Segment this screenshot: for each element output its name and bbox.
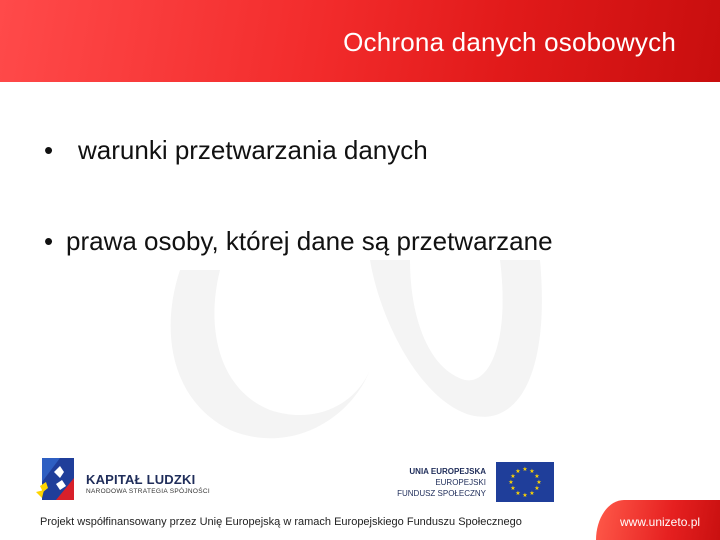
eu-flag-icon bbox=[496, 462, 554, 502]
bullet-item bbox=[44, 135, 428, 166]
kapital-ludzki-logo-icon bbox=[34, 452, 82, 504]
svg-text:★: ★ bbox=[529, 468, 535, 475]
svg-text:★: ★ bbox=[534, 473, 540, 480]
eu-label-line1: UNIA EUROPEJSKA bbox=[409, 467, 486, 476]
bullet-marker: • bbox=[44, 226, 54, 256]
eu-label-line3: FUNDUSZ SPOŁECZNY bbox=[397, 489, 486, 498]
svg-text:★: ★ bbox=[510, 473, 516, 480]
bullet-text: warunki przetwarzania danych bbox=[78, 135, 428, 165]
kapital-ludzki-subtitle: NARODOWA STRATEGIA SPÓJNOŚCI bbox=[86, 488, 210, 495]
kapital-ludzki-title: KAPITAŁ LUDZKI bbox=[86, 472, 196, 487]
slide-title: Ochrona danych osobowych bbox=[343, 27, 676, 57]
svg-text:★: ★ bbox=[515, 468, 521, 475]
svg-text:★: ★ bbox=[536, 479, 542, 486]
svg-text:★: ★ bbox=[508, 479, 514, 486]
bullet-text: prawa osoby, której dane są przetwarzane bbox=[66, 226, 553, 256]
eu-label-line2: EUROPEJSKI bbox=[435, 478, 486, 487]
svg-text:★: ★ bbox=[515, 490, 521, 497]
svg-text:★: ★ bbox=[510, 485, 516, 492]
footer-url-link[interactable]: www.unizeto.pl bbox=[620, 515, 701, 529]
svg-text:★: ★ bbox=[522, 492, 528, 499]
svg-text:★: ★ bbox=[534, 485, 540, 492]
bullet-item bbox=[44, 226, 553, 257]
footer-funding-note: Projekt współfinansowany przez Unię Europejską w ramach Europejskiego Funduszu Społecznego bbox=[40, 516, 522, 528]
bullet-marker: • bbox=[44, 135, 54, 165]
header-band bbox=[0, 0, 720, 82]
svg-text:★: ★ bbox=[529, 490, 535, 497]
svg-text:★: ★ bbox=[522, 466, 528, 473]
eu-label bbox=[380, 466, 486, 499]
